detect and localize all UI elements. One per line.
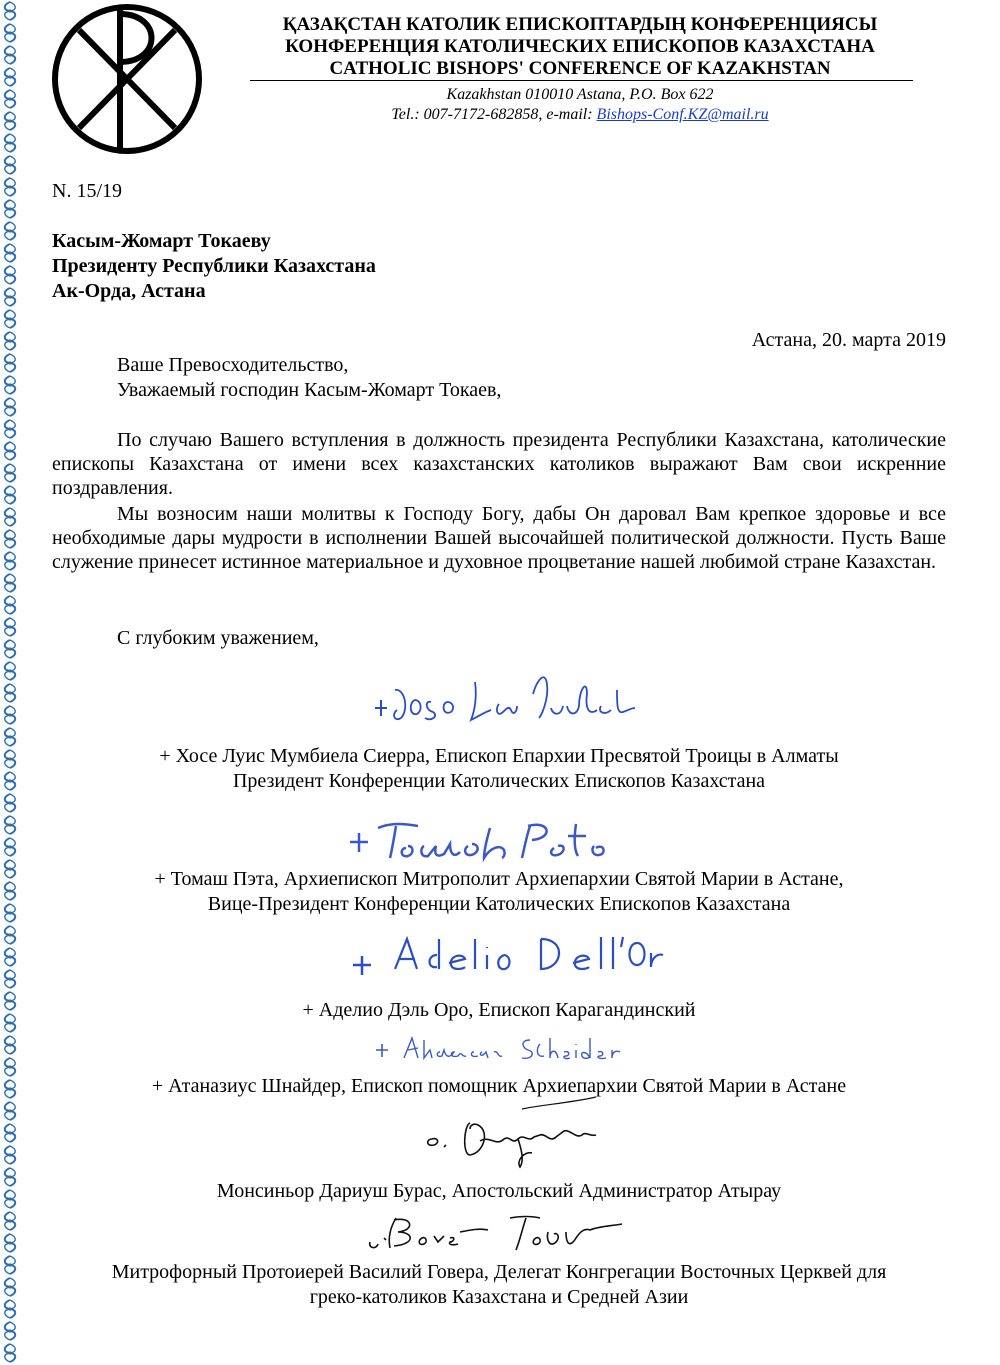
salutation-2: Уважаемый господин Касым-Жомарт Токаев, bbox=[117, 379, 502, 401]
letterhead-contacts bbox=[250, 85, 910, 125]
paragraph-1: По случаю Вашего вступления в должность президента Республики Казахстана, католические епископы Казахстана от имени всех казахстанских католиков выражают Вам свои искренние поздравления. bbox=[52, 429, 946, 499]
signatory-3-line-1: + Аделио Дэль Оро, Епископ Карагандинский bbox=[302, 999, 696, 1021]
signatory-1-line-2: Президент Конференции Католических Епископов Казахстана bbox=[232, 770, 766, 792]
org-name-kz: ҚАЗАҚСТАН КАТОЛИК ЕПИСКОПТАРДЫҢ КОНФЕРЕНЦИЯСЫ bbox=[282, 14, 878, 35]
org-name-ru: КОНФЕРЕНЦИЯ КАТОЛИЧЕСКИХ ЕПИСКОПОВ КАЗАХСТАНА bbox=[285, 36, 875, 57]
recipient-line-3: Ак-Орда, Астана bbox=[52, 280, 206, 302]
signature-schneider bbox=[370, 1030, 630, 1068]
chi-rho-logo bbox=[52, 0, 202, 158]
signatory-6-line-2: греко-католиков Казахстана и Средней Азии bbox=[309, 1286, 689, 1308]
letterhead bbox=[250, 14, 910, 80]
signatory-2-line-1: + Томаш Пэта, Архиепископ Митрополит Архиепархии Святой Марии в Астане, bbox=[154, 868, 844, 890]
header-rule bbox=[250, 80, 913, 81]
closing: С глубоким уважением, bbox=[117, 627, 319, 649]
letter-number: N. 15/19 bbox=[52, 180, 122, 202]
org-contact bbox=[250, 105, 910, 125]
signature-govera bbox=[360, 1208, 630, 1258]
decorative-border bbox=[0, 0, 20, 1365]
org-address: Kazakhstan 010010 Astana, P.O. Box 622 bbox=[446, 86, 714, 103]
salutation-1: Ваше Превосходительство, bbox=[117, 354, 349, 376]
signature-delloro bbox=[345, 925, 665, 985]
paragraph-2: Мы возносим наши молитвы к Господу Богу, дабы Он даровал Вам крепкое здоровье и все необходимые дары мудрости в исполнении Вашей высочайшей политической должности. Пусть Ваше служение принесет истинное материальное и духовное процветание нашей любимой стране Казахстан. bbox=[52, 503, 946, 573]
org-name-en: CATHOLIC BISHOPS' CONFERENCE OF KAZAKHSTAN bbox=[329, 58, 831, 79]
email-link[interactable]: Bishops-Conf.KZ@mail.ru bbox=[596, 106, 769, 123]
signature-peta bbox=[340, 808, 630, 868]
place-date: Астана, 20. марта 2019 bbox=[751, 329, 946, 351]
signatory-6-line-1: Митрофорный Протоиерей Василий Говера, Делегат Конгрегации Восточных Церквей для bbox=[111, 1261, 887, 1283]
signatory-5-line-1: Монсиньор Дариуш Бурас, Апостольский Администратор Атырау bbox=[216, 1180, 782, 1202]
recipient-line-2: Президенту Республики Казахстана bbox=[52, 255, 376, 277]
signatory-4-line-1: + Атаназиус Шнайдер, Епископ помощник Архиепархии Святой Марии в Астане bbox=[151, 1075, 847, 1097]
signatory-2-line-2: Вице-Президент Конференции Католических Епископов Казахстана bbox=[207, 893, 791, 915]
contact-prefix: Tel.: 007-7172-682858, e-mail: bbox=[391, 106, 597, 123]
signatory-1-line-1: + Хосе Луис Мумбиела Сиерра, Епископ Епархии Пресвятой Троицы в Алматы bbox=[159, 745, 839, 767]
signature-mumbiela bbox=[365, 660, 665, 730]
signature-buras bbox=[400, 1095, 640, 1175]
recipient-line-1: Касым-Жомарт Токаеву bbox=[52, 230, 271, 252]
